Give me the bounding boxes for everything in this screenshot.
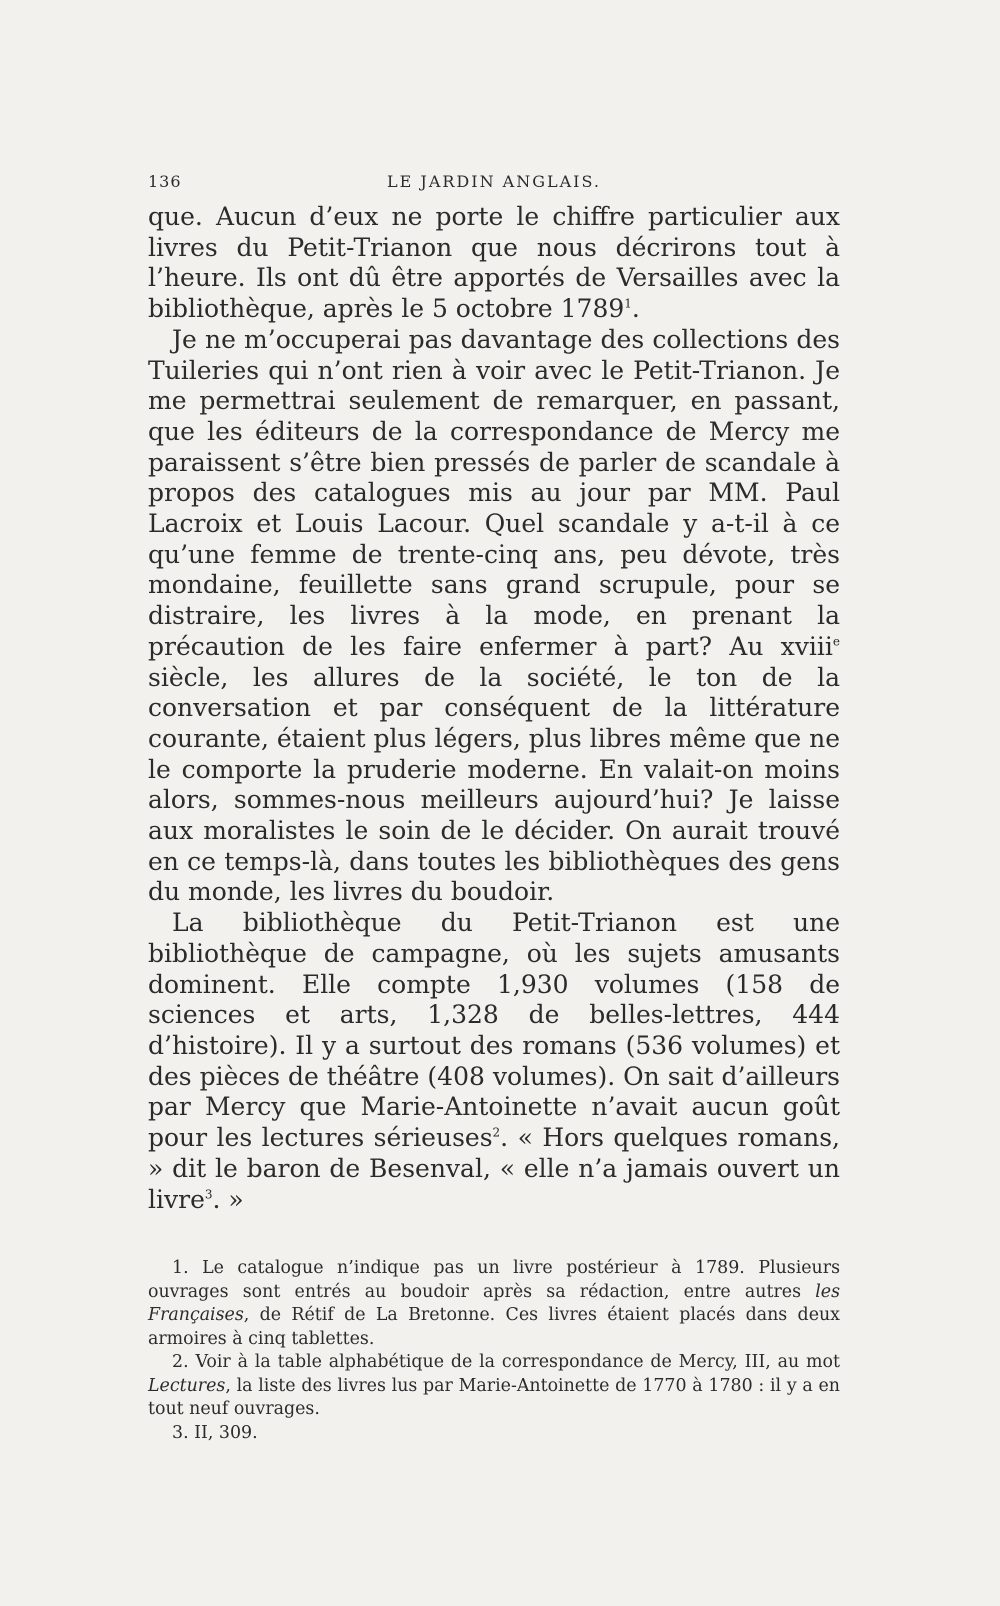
paragraph-tail: . »: [212, 1184, 244, 1214]
paragraph-text: que. Aucun d’eux ne porte le chiffre particulier aux livres du Petit-Trianon que nous décrirons tout à l’heure. Ils ont dû être apportés de Versailles avec la bibliothèque, après le 5 octobre 1789: [148, 202, 840, 324]
main-text: [148, 202, 840, 1215]
footnote-text: 3. II, 309.: [172, 1422, 258, 1443]
running-title: LE JARDIN ANGLAIS.: [387, 172, 601, 191]
footnote-1: [148, 1257, 840, 1351]
footnote-text: 2. Voir à la table alphabétique de la correspondance de Mercy, III, au mot: [172, 1352, 840, 1373]
footnote-italic: Lectures: [148, 1375, 226, 1396]
footnote-italic: les Françaises: [148, 1281, 840, 1326]
paragraph-2: [148, 325, 840, 908]
footnote-ref: 2: [492, 1125, 501, 1140]
paragraph-text: La bibliothèque du Petit-Trianon est une bibliothèque de campagne, où les sujets amusants dominent. Elle compte 1,930 volumes (158 de sciences et arts, 1,328 de belles-lettres, 444 d’histoire). Il y a surtout des romans (536 volumes) et des pièces de théâtre (408 volumes). On sait d’ailleurs par Mercy que Marie-Antoinette n’avait aucun goût pour les lectures sérieuses: [148, 908, 840, 1153]
paragraph-text-continued: . « Hors quelques romans, » dit le baron de Besenval, « elle n’a jamais ouvert un livre: [148, 1123, 840, 1214]
footnote-text: , la liste des livres lus par Marie-Antoinette de 1770 à 1780 : il y a en tout neuf ouvrages.: [148, 1375, 840, 1420]
footnote-2: [148, 1351, 840, 1422]
footnote-ref: 3: [204, 1187, 213, 1202]
running-header: [148, 168, 840, 202]
footnote-text: , de Rétif de La Bretonne. Ces livres étaient placés dans deux armoires à cinq tablettes.: [148, 1305, 840, 1349]
page-number: 136: [148, 172, 182, 191]
paragraph-tail: .: [631, 294, 640, 324]
paragraph-text-continued: siècle, les allures de la société, le ton de la conversation et par conséquent de la littérature courante, étaient plus légers, plus libres même que ne le comporte la pruderie moderne. En valait-on moins alors, sommes-nous meilleurs aujourd’hui? Je laisse aux moralistes le soin de le décider. On aurait trouvé en ce temps-là, dans toutes les bibliothèques des gens du monde, les livres du boudoir.: [148, 662, 840, 907]
paragraph-1: [148, 202, 840, 325]
footnote-ref: 1: [624, 296, 632, 311]
paragraph-text: Je ne m’occuperai pas davantage des collections des Tuileries qui n’ont rien à voir avec le Petit-Trianon. Je me permettrai seulement de remarquer, en passant, que les éditeurs de la correspondance de Mercy me paraissent s’être bien pressés de parler de scandale à propos des catalogues mis au jour par MM. Paul Lacroix et Louis Lacour. Quel scandale y a-t-il à ce qu’une femme de trente-cinq ans, peu dévote, très mondaine, feuillette sans grand scrupule, pour se distraire, les livres à la mode, en prenant la précaution de les faire enfermer à part? Au xviii: [148, 324, 840, 661]
footnotes: [148, 1257, 840, 1445]
footnote-3: [148, 1422, 840, 1446]
book-page: [148, 168, 840, 1445]
paragraph-3: [148, 908, 840, 1215]
century-superscript: e: [832, 634, 840, 649]
footnote-text: 1. Le catalogue n’indique pas un livre postérieur à 1789. Plusieurs ouvrages sont entrés au boudoir après sa rédaction, entre autres: [148, 1258, 840, 1302]
